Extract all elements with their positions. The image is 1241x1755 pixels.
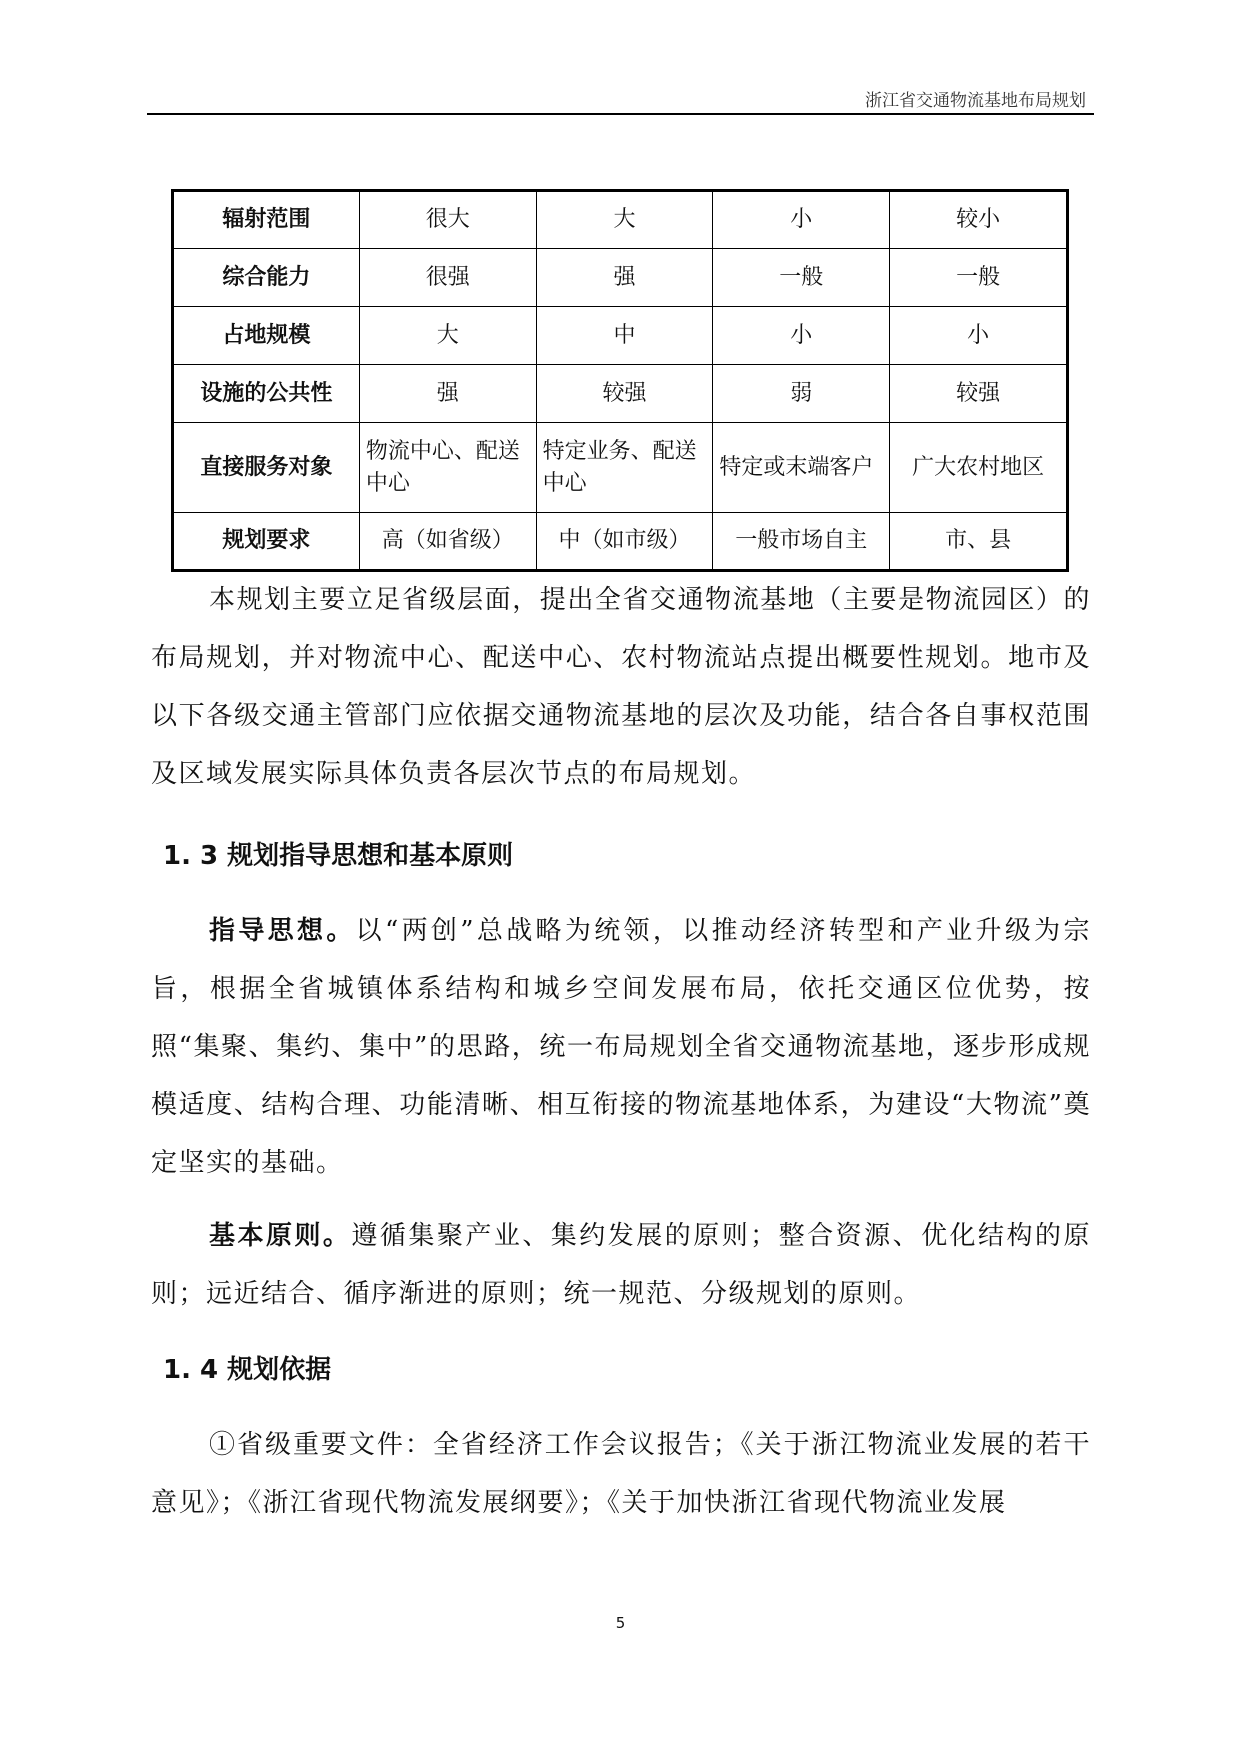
table-row: [173, 307, 1068, 365]
basic-principles-text: 遵循集聚产业、集约发展的原则；整合资源、优化结构的原则；远近结合、循序渐进的原则；统一规范、分级规划的原则。: [151, 1221, 1091, 1309]
table-cell: 较小: [890, 191, 1068, 249]
row-label: 综合能力: [173, 249, 360, 307]
table-row: [173, 191, 1068, 249]
row-label: 规划要求: [173, 513, 360, 571]
guiding-thought-label: 指导思想。: [209, 916, 356, 946]
table-cell: 弱: [713, 365, 890, 423]
table-cell: 一般市场自主: [713, 513, 890, 571]
row-label: 辐射范围: [173, 191, 360, 249]
table-row: [173, 365, 1068, 423]
section-heading-1-3: 1. 3 规划指导思想和基本原则: [163, 841, 514, 871]
table-cell: 一般: [890, 249, 1068, 307]
guiding-thought-paragraph: [151, 902, 1091, 1192]
row-label: 占地规模: [173, 307, 360, 365]
table-cell: 市、县: [890, 513, 1068, 571]
table-cell: 大: [536, 191, 713, 249]
section-heading-1-4: 1. 4 规划依据: [163, 1355, 332, 1385]
table-cell: 高（如省级）: [359, 513, 536, 571]
table-cell: 物流中心、配送中心: [359, 423, 536, 513]
page-number: 5: [615, 1614, 626, 1632]
table-cell: 特定或末端客户: [713, 423, 890, 513]
table-cell: 强: [536, 249, 713, 307]
table-row: [173, 249, 1068, 307]
table-cell: 小: [713, 191, 890, 249]
planning-scope-paragraph: 本规划主要立足省级层面，提出全省交通物流基地（主要是物流园区）的布局规划，并对物流中心、配送中心、农村物流站点提出概要性规划。地市及以下各级交通主管部门应依据交通物流基地的层次及功能，结合各自事权范围及区域发展实际具体负责各层次节点的布局规划。: [151, 585, 1091, 789]
planning-basis-paragraph: ①省级重要文件：全省经济工作会议报告；《关于浙江物流业发展的若干意见》；《浙江省现代物流发展纲要》；《关于加快浙江省现代物流业发展: [151, 1430, 1091, 1518]
table-row: [173, 423, 1068, 513]
guiding-thought-text: 以“两创”总战略为统领，以推动经济转型和产业升级为宗旨，根据全省城镇体系结构和城乡空间发展布局，依托交通区位优势，按照“集聚、集约、集中”的思路，统一布局规划全省交通物流基地，逐步形成规模适度、结构合理、功能清晰、相互衔接的物流基地体系，为建设“大物流”奠定坚实的基础。: [151, 916, 1091, 1178]
basic-principles-paragraph: [151, 1207, 1091, 1323]
table-cell: 小: [890, 307, 1068, 365]
table-cell: 强: [359, 365, 536, 423]
row-label: 设施的公共性: [173, 365, 360, 423]
header-divider: [147, 113, 1094, 115]
table-cell: 中: [536, 307, 713, 365]
table-cell: 大: [359, 307, 536, 365]
basic-principles-label: 基本原则。: [209, 1221, 352, 1251]
table-row: [173, 513, 1068, 571]
row-label: 直接服务对象: [173, 423, 360, 513]
table-cell: 很强: [359, 249, 536, 307]
table-cell: 中（如市级）: [536, 513, 713, 571]
running-header-title: 浙江省交通物流基地布局规划: [865, 91, 1086, 111]
table-cell: 较强: [536, 365, 713, 423]
table-cell: 特定业务、配送中心: [536, 423, 713, 513]
table-cell: 广大农村地区: [890, 423, 1068, 513]
table-cell: 一般: [713, 249, 890, 307]
logistics-level-comparison-table: [171, 189, 1069, 572]
table-cell: 小: [713, 307, 890, 365]
table-cell: 很大: [359, 191, 536, 249]
table-cell: 较强: [890, 365, 1068, 423]
